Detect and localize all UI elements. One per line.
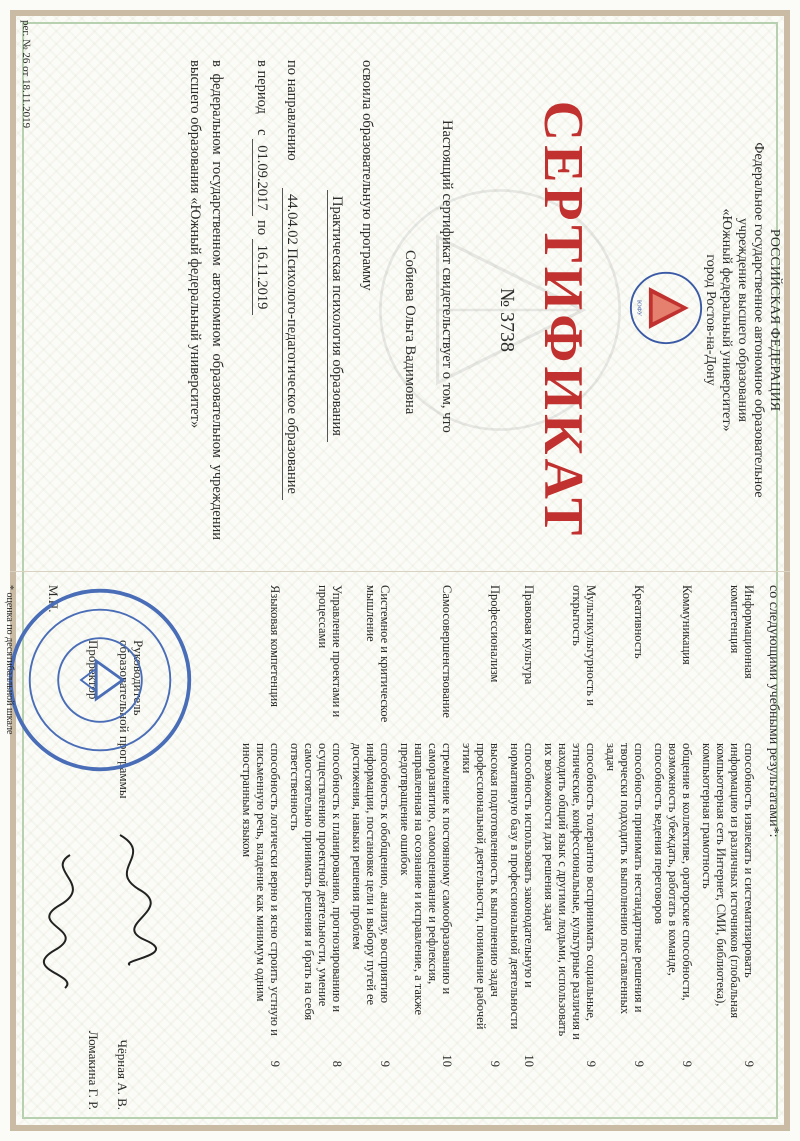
results-table: [234, 585, 756, 1075]
result-row: Системное и критическое мышление способность к обобщению, анализу, восприятию информации, постановке цели и выбору путей ее достижения, навыки решения проблем 9: [350, 585, 392, 1067]
result-row: Профессионализм высокая подготовленность к выполнению задач профессиональной деятельности, понимание рабочей этики 9: [460, 585, 502, 1067]
period-row: в период с 01.09.2017 по 16.11.2019: [252, 60, 270, 315]
certifies-text: Настоящий сертификат свидетельствует о том, что: [439, 120, 455, 433]
header-institution-type: Федеральное государственное автономное образовательное учреждение высшего образования: [735, 142, 766, 498]
period-label: в период: [254, 60, 270, 114]
header: [702, 110, 782, 530]
certificate-title: СЕРТИФИКАТ: [532, 100, 594, 540]
mastered-text: освоила образовательную программу: [359, 60, 375, 291]
signature-2-image: [40, 850, 100, 990]
period-from: 01.09.2017: [252, 139, 270, 216]
result-row: Креативность способность принимать нестандартные решения и творчески подходить к выполнению поставленных задач 9: [604, 585, 646, 1067]
footnote: * оценка по десятибалльной шкале: [4, 585, 15, 735]
certificate-number: № 3738: [496, 287, 518, 353]
sign2-name: Ломакина Г. Р.: [86, 1030, 101, 1110]
sign2-role: Проректор: [86, 640, 101, 700]
registration-number: рег. № 26 от 18.11.2019: [20, 20, 32, 129]
result-row: Правовая культура способность использовать законодательную и нормативную базу в профессиональной деятельности 10: [508, 585, 536, 1067]
period-to: 16.11.2019: [252, 239, 270, 316]
result-row: Управление проектами и процессами способность к планированию, прогнозированию и осуществлению проектной деятельности, умение самостоятельно принимать решения и брать на себя ответственность 8: [288, 585, 344, 1067]
logo-abbr: ЮФУ: [635, 299, 643, 317]
mp-label: М.П.: [46, 585, 61, 613]
university-logo: [628, 270, 704, 346]
sign1-role2: образовательной программы: [117, 640, 132, 799]
result-row: Информационная компетенция способность извлекать и систематизировать информацию из различных источников (глобальная компьютерная сеть Интернет, СМИ, библиотека), компьютерная грамотность 9: [700, 585, 756, 1067]
person-name: Собиева Ольга Вадимовна: [402, 250, 418, 415]
program-name: Практическая психология образования: [327, 190, 345, 442]
direction-label: по направлению: [284, 60, 300, 161]
results-intro: со следующими учебными результатами*:: [766, 585, 781, 838]
sign1-role: Руководитель: [131, 640, 146, 716]
sign1-name: Чёрная А. В.: [115, 1039, 130, 1110]
result-row: Самосовершенствование стремление к постоянному самообразованию и саморазвитию, самооценивание и рефлексия, направленная на осознание и исправление, а также предотвращение ошибок 10: [398, 585, 454, 1067]
header-country: РОССИЙСКАЯ ФЕДЕРАЦИЯ: [767, 228, 782, 412]
direction-value: 44.04.02 Психолого-педагогическое образование: [282, 188, 300, 500]
result-row: Языковая компетенция способность логически верно и ясно строить устную и письменную речь, владение как минимум одним иностранным языком 9: [240, 585, 282, 1067]
institution-line2: высшего образования «Южный федеральный университет»: [187, 60, 203, 429]
result-row: Мультикультурность и открытость способность толерантно воспринимать социальные, этнические, конфессиональные, культурные различия и находить общий язык с другими людьми, использовать их возможности для решения задач 9: [542, 585, 598, 1067]
institution-line1: в федеральном государственном автономном образовательном учреждении: [209, 60, 225, 540]
official-seal: [5, 585, 195, 775]
header-university: «Южный федеральный университет»: [719, 208, 734, 432]
header-city: город Ростов-на-Дону: [703, 254, 718, 386]
signature-1-image: [100, 830, 160, 970]
direction-row: [282, 60, 300, 560]
result-row: Коммуникация общение в коллективе, ораторские способности, возможность убеждать, работать в команде, способность ведения переговоров 9: [652, 585, 694, 1067]
